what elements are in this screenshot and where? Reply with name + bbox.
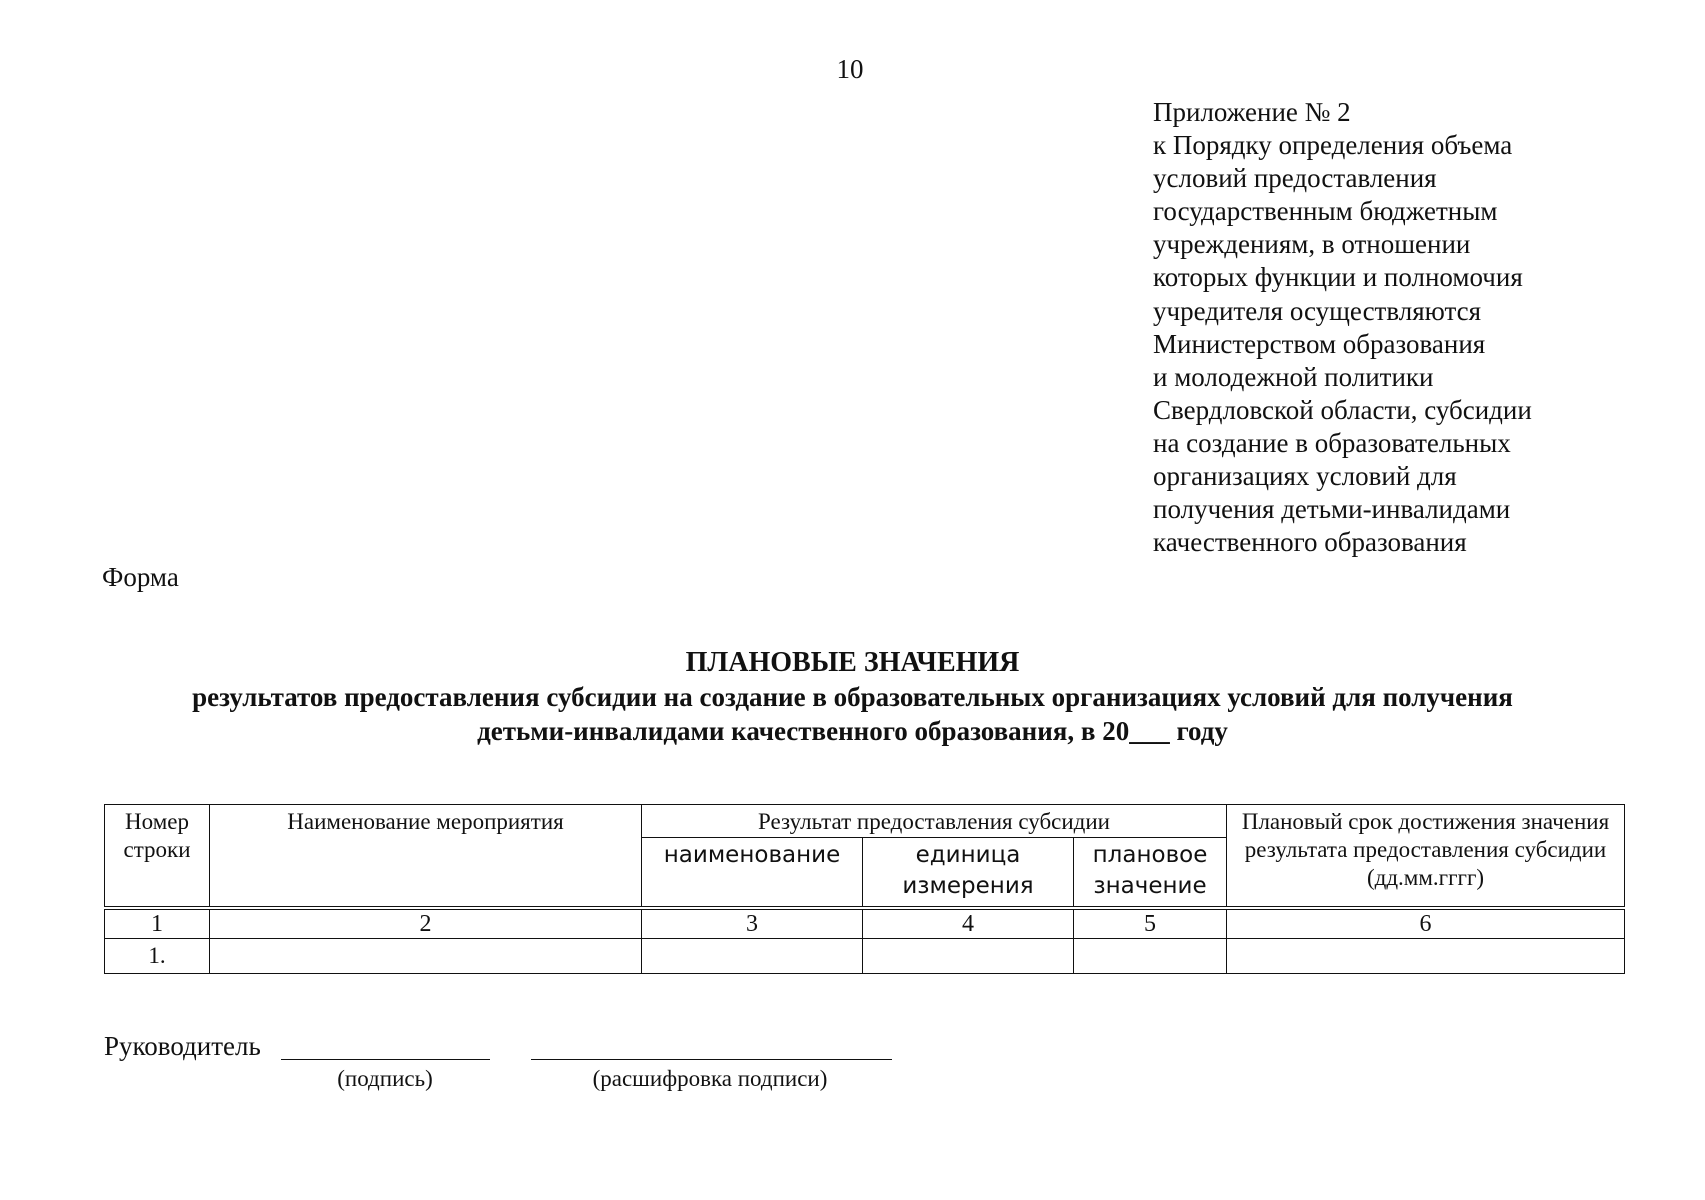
table-cell: [210, 939, 642, 974]
header-event-name: Наименование мероприятия: [210, 805, 642, 909]
appendix-line: организациях условий для: [1153, 461, 1457, 492]
column-number: 1: [105, 908, 210, 939]
appendix-note: [1153, 96, 1623, 559]
page-number: 10: [836, 54, 864, 84]
signature-caption: (подпись): [337, 1066, 433, 1091]
signature-decoding-line: [531, 1038, 892, 1060]
appendix-line: Свердловской области, субсидии: [1153, 394, 1532, 425]
appendix-line: государственным бюджетным: [1153, 196, 1498, 227]
appendix-line: условий предоставления: [1153, 163, 1437, 194]
appendix-line: учредителя осуществляются: [1153, 295, 1481, 326]
table-cell: [1227, 939, 1625, 974]
column-number: 4: [863, 908, 1074, 939]
header-deadline: Плановый срок достижения значения результата предоставления субсидии (дд.мм.гггг): [1227, 805, 1625, 909]
document-title: [100, 646, 1605, 748]
form-label: Форма: [102, 562, 179, 592]
table-row: [105, 939, 1625, 974]
column-number: 3: [642, 908, 863, 939]
appendix-line: на создание в образовательных: [1153, 427, 1511, 458]
header-row-1: [105, 805, 1625, 838]
appendix-line: Приложение № 2: [1153, 97, 1351, 127]
header-unit: единица измерения: [863, 838, 1074, 909]
signatory-label: Руководитель: [104, 1031, 261, 1061]
appendix-line: качественного образования: [1153, 527, 1467, 558]
header-planned-value: плановое значение: [1074, 838, 1227, 909]
column-numbers-row: [105, 908, 1625, 939]
appendix-line: к Порядку определения объема: [1153, 130, 1513, 161]
planned-values-table: [104, 804, 1625, 974]
column-number: 2: [210, 908, 642, 939]
appendix-line: получения детьми-инвалидами: [1153, 494, 1511, 525]
appendix-line: которых функции и полномочия: [1153, 262, 1523, 293]
appendix-line: учреждениям, в отношении: [1153, 229, 1471, 260]
table-cell: 1.: [105, 939, 210, 974]
table-cell: [863, 939, 1074, 974]
signature-line: [281, 1038, 490, 1060]
title-line-1: ПЛАНОВЫЕ ЗНАЧЕНИЯ: [685, 647, 1020, 678]
column-number: 5: [1074, 908, 1227, 939]
header-result-name: наименование: [642, 838, 863, 909]
appendix-line: и молодежной политики: [1153, 361, 1434, 392]
header-row-number: Номер строки: [105, 805, 210, 909]
title-line-2: результатов предоставления субсидии на создание в образовательных организациях условий для получения: [192, 682, 1513, 712]
signature-decoding-caption: (расшифровка подписи): [592, 1066, 828, 1091]
table-cell: [1074, 939, 1227, 974]
title-line-3: детьми-инвалидами качественного образования, в 20___ году: [477, 716, 1228, 746]
appendix-line: Министерством образования: [1153, 328, 1486, 359]
column-number: 6: [1227, 908, 1625, 939]
header-result-group: Результат предоставления субсидии: [642, 805, 1227, 838]
table-cell: [642, 939, 863, 974]
